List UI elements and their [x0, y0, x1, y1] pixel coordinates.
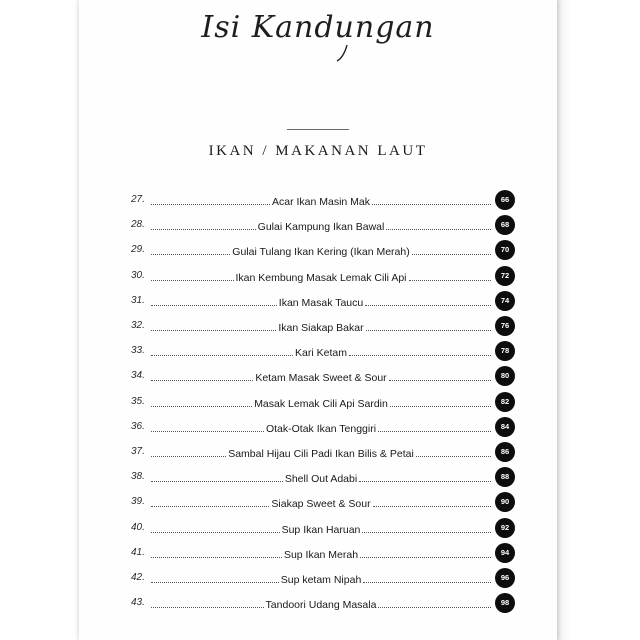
- toc-entry-number: 41.: [131, 546, 145, 558]
- page-number-badge: 88: [495, 467, 515, 487]
- page-number-badge: 98: [495, 593, 515, 613]
- dot-leader-right: [412, 254, 491, 255]
- page-number-badge: 82: [495, 392, 515, 412]
- toc-entry-leader: [151, 217, 491, 233]
- toc-entry-title: Otak-Otak Ikan Tenggiri: [265, 422, 377, 435]
- dot-leader-left: [151, 557, 282, 558]
- toc-entry-leader: [151, 192, 491, 208]
- dot-leader-left: [151, 406, 252, 407]
- dot-leader-right: [349, 355, 491, 356]
- toc-entry-number: 42.: [131, 572, 145, 583]
- toc-entry-title: Acar Ikan Masin Mak: [271, 196, 371, 208]
- page-number-badge: 70: [495, 240, 515, 260]
- toc-entry-number: 36.: [131, 420, 145, 432]
- toc-entry-leader: [151, 520, 491, 536]
- toc-entry[interactable]: [79, 566, 557, 591]
- dot-leader-left: [151, 254, 230, 255]
- page-number-badge: 78: [495, 341, 515, 361]
- page-number-badge: 92: [495, 518, 515, 538]
- toc-entry-title: Sup Ikan Haruan: [281, 523, 361, 536]
- book-page-edge: [557, 0, 640, 640]
- page-number-badge: 96: [495, 568, 515, 588]
- toc-entry-title: Sambal Hijau Cili Padi Ikan Bilis & Petai: [228, 448, 414, 460]
- toc-entry-title: Ikan Masak Taucu: [278, 296, 364, 309]
- toc-entry[interactable]: [79, 516, 557, 541]
- dot-leader-right: [389, 380, 491, 381]
- toc-entry[interactable]: [79, 364, 557, 389]
- toc-entry-leader: [151, 268, 491, 284]
- toc-entry-leader: [151, 318, 491, 334]
- toc-entry[interactable]: [79, 415, 557, 440]
- toc-entry[interactable]: [79, 465, 557, 490]
- toc-entry-number: 28.: [131, 219, 145, 231]
- dot-leader-left: [151, 431, 264, 432]
- toc-entry[interactable]: [79, 591, 557, 616]
- dot-leader-left: [151, 330, 276, 331]
- toc-entry-title: Ketam Masak Sweet & Sour: [255, 372, 387, 385]
- toc-entry-title: Kari Ketam: [295, 347, 347, 360]
- toc-entry-number: 40.: [131, 521, 145, 533]
- dot-leader-right: [378, 607, 491, 608]
- dot-leader-left: [151, 607, 264, 608]
- toc-entry-number: 27.: [131, 194, 145, 205]
- toc-entry-title: Ikan Kembung Masak Lemak Cili Api: [235, 271, 407, 284]
- dot-leader-left: [151, 582, 279, 583]
- page-number-badge: 86: [495, 442, 515, 462]
- toc-entry-number: 35.: [131, 395, 145, 407]
- toc-entry[interactable]: [79, 490, 557, 515]
- toc-entry-number: 32.: [131, 320, 145, 331]
- page-number-badge: 66: [495, 190, 515, 210]
- toc-entry-leader: [151, 293, 491, 309]
- dot-leader-right: [373, 506, 491, 507]
- section-heading: IKAN / MAKANAN LAUT: [208, 143, 428, 159]
- page-number-badge: 68: [495, 215, 515, 235]
- dot-leader-right: [365, 305, 491, 306]
- toc-entry[interactable]: [79, 440, 557, 465]
- dot-leader-left: [151, 532, 280, 533]
- toc-entry[interactable]: [79, 188, 557, 213]
- toc-entry-title: Sup Ikan Merah: [283, 548, 359, 561]
- toc-entry-leader: [151, 444, 491, 460]
- toc-entry[interactable]: [79, 238, 557, 263]
- toc-entry-leader: [151, 570, 491, 586]
- toc-entry-number: 30.: [131, 269, 145, 281]
- dot-leader-left: [151, 204, 270, 205]
- title-flourish-icon: [79, 45, 557, 63]
- toc-entry-title: Siakap Sweet & Sour: [271, 498, 371, 511]
- dot-leader-right: [366, 330, 491, 331]
- toc-entry[interactable]: [79, 339, 557, 364]
- toc-entry-number: 29.: [131, 244, 145, 256]
- page-number-badge: 72: [495, 266, 515, 286]
- toc-entry[interactable]: [79, 390, 557, 415]
- page-number-badge: 84: [495, 417, 515, 437]
- page-number-badge: 90: [495, 492, 515, 512]
- toc-entry-number: 43.: [131, 597, 145, 609]
- dot-leader-left: [151, 481, 283, 482]
- dot-leader-left: [151, 355, 293, 356]
- dot-leader-right: [386, 229, 491, 230]
- section-divider: [287, 129, 349, 130]
- toc-entry-title: Masak Lemak Cili Api Sardin: [254, 397, 388, 410]
- toc-entry-leader: [151, 368, 491, 384]
- page-number-badge: 74: [495, 291, 515, 311]
- toc-entry-title: Gulai Tulang Ikan Kering (Ikan Merah): [232, 246, 410, 259]
- toc-entry-leader: [151, 343, 491, 359]
- dot-leader-right: [378, 431, 491, 432]
- dot-leader-right: [360, 557, 491, 558]
- dot-leader-left: [151, 305, 277, 306]
- toc-entry[interactable]: [79, 264, 557, 289]
- dot-leader-right: [409, 280, 492, 281]
- toc-entry[interactable]: [79, 289, 557, 314]
- toc-entry-number: 37.: [131, 446, 145, 457]
- toc-entry-number: 34.: [131, 370, 145, 382]
- dot-leader-left: [151, 380, 253, 381]
- page-title-text: Isi Kandungan: [201, 10, 435, 45]
- toc-entry-leader: [151, 494, 491, 510]
- dot-leader-left: [151, 456, 226, 457]
- toc-entry-leader: [151, 419, 491, 435]
- book-page: [79, 0, 557, 640]
- toc-entry-leader: [151, 242, 491, 258]
- toc-entry-number: 38.: [131, 471, 145, 483]
- toc-entry-leader: [151, 595, 491, 611]
- dot-leader-right: [372, 204, 491, 205]
- dot-leader-left: [151, 229, 256, 230]
- page-number-badge: 80: [495, 366, 515, 386]
- dot-leader-right: [362, 532, 491, 533]
- page-title: [79, 10, 557, 63]
- toc-entry-leader: [151, 545, 491, 561]
- toc-entry[interactable]: [79, 213, 557, 238]
- toc-entry-title: Shell Out Adabi: [284, 473, 358, 486]
- toc-entry[interactable]: [79, 314, 557, 339]
- page-number-badge: 76: [495, 316, 515, 336]
- page-number-badge: 94: [495, 543, 515, 563]
- toc-entry-title: Ikan Siakap Bakar: [278, 322, 364, 334]
- dot-leader-left: [151, 280, 234, 281]
- dot-leader-right: [416, 456, 491, 457]
- dot-leader-right: [363, 582, 491, 583]
- toc-entry[interactable]: [79, 541, 557, 566]
- toc-entry-leader: [151, 469, 491, 485]
- toc-entry-number: 31.: [131, 294, 145, 306]
- toc-entry-title: Sup ketam Nipah: [280, 574, 362, 586]
- toc-entry-number: 33.: [131, 345, 145, 357]
- toc-entry-number: 39.: [131, 496, 145, 508]
- toc-entry-title: Gulai Kampung Ikan Bawal: [257, 221, 385, 234]
- dot-leader-right: [390, 406, 491, 407]
- dot-leader-left: [151, 506, 269, 507]
- toc-entry-title: Tandoori Udang Masala: [265, 599, 377, 612]
- toc-entry-leader: [151, 394, 491, 410]
- dot-leader-right: [359, 481, 491, 482]
